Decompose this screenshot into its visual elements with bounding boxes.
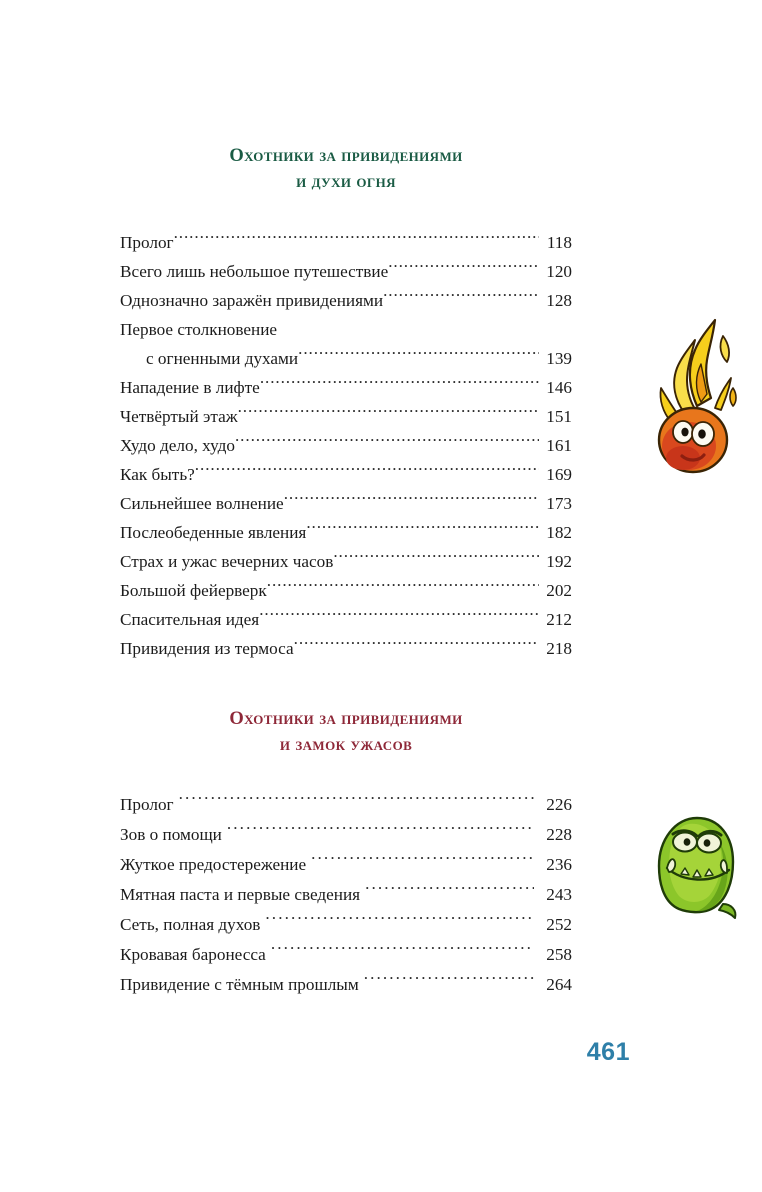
section-heading-fire: [120, 143, 572, 195]
toc-dot-leader: [260, 376, 539, 393]
toc-entry[interactable]: [120, 431, 572, 460]
toc-dot-leader: [311, 853, 534, 870]
toc-entry-page: 169: [546, 465, 572, 484]
toc-entry-page: 192: [546, 552, 572, 571]
page-number: 461: [586, 1038, 630, 1066]
toc-entry-page: 264: [546, 975, 572, 994]
toc-list-fire: [120, 228, 572, 663]
toc-dot-leader: [235, 434, 539, 451]
toc-entry[interactable]: [120, 460, 572, 489]
toc-dot-leader: [227, 823, 534, 840]
toc-entry[interactable]: [120, 286, 572, 315]
toc-entry-page: 173: [546, 494, 572, 513]
toc-entry[interactable]: [120, 850, 572, 880]
toc-dot-leader: [179, 793, 534, 810]
toc-dot-leader: [238, 405, 539, 422]
toc-entry-page: 161: [546, 436, 572, 455]
toc-entry-page: 128: [546, 291, 572, 310]
toc-entry-page: 212: [546, 610, 572, 629]
toc-entry-page: 236: [546, 855, 572, 874]
toc-dot-leader: [265, 913, 534, 930]
toc-entry-title: Первое столкновение: [120, 320, 278, 339]
toc-entry-title: Сеть, полная духов: [120, 915, 261, 934]
section-heading-fire-line2: и духи огня: [296, 172, 396, 192]
toc-entry-page: 218: [546, 639, 572, 658]
toc-entry-title: Страх и ужас вечерних часов: [120, 552, 334, 571]
toc-dot-leader: [271, 943, 534, 960]
toc-entry[interactable]: [120, 820, 572, 850]
toc-entry[interactable]: [120, 315, 572, 373]
toc-entry-title: Как быть?: [120, 465, 195, 484]
section-heading-castle-line1: Охотники за привидениями: [229, 709, 463, 729]
section-heading-castle-line2: и замок ужасов: [279, 735, 413, 755]
section-heading-castle: [120, 706, 572, 758]
toc-dot-leader: [306, 521, 539, 538]
toc-entry-title: Кровавая баронесса: [120, 945, 266, 964]
toc-entry-page: 252: [546, 915, 572, 934]
toc-entry-title: Послеобеденные явления: [120, 523, 307, 542]
toc-entry-page: 120: [546, 262, 572, 281]
toc-dot-leader: [388, 260, 539, 277]
green-ghost-illustration: [645, 812, 755, 927]
toc-dot-leader: [259, 608, 539, 625]
toc-entry-title: Большой фейерверк: [120, 581, 267, 600]
toc-entry[interactable]: [120, 634, 572, 663]
toc-dot-leader: [383, 289, 539, 306]
toc-entry[interactable]: [120, 547, 572, 576]
toc-entry-page: 202: [546, 581, 572, 600]
toc-entry-page: 139: [546, 349, 572, 368]
toc-entry-title: Худо дело, худо: [120, 436, 235, 455]
toc-entry-page: 151: [546, 407, 572, 426]
toc-entry[interactable]: [120, 518, 572, 547]
toc-dot-leader: [333, 550, 539, 567]
toc-entry-title: Привидение с тёмным прошлым: [120, 975, 359, 994]
toc-entry-page: 258: [546, 945, 572, 964]
toc-entry-title: Всего лишь небольшое путешествие: [120, 262, 389, 281]
toc-dot-leader: [294, 637, 539, 654]
toc-entry-title: Зов о помощи: [120, 825, 222, 844]
toc-entry[interactable]: [120, 880, 572, 910]
section-heading-fire-line1: Охотники за привидениями: [229, 146, 463, 166]
toc-entry-page: 243: [546, 885, 572, 904]
toc-entry-title: Нападение в лифте: [120, 378, 260, 397]
toc-entry-title: Однозначно заражён привидениями: [120, 291, 384, 310]
toc-dot-leader: [365, 883, 534, 900]
toc-dot-leader: [364, 973, 534, 990]
toc-entry-title: Жуткое предостережение: [120, 855, 307, 874]
toc-entry[interactable]: [120, 576, 572, 605]
toc-entry[interactable]: [120, 940, 572, 970]
toc-entry[interactable]: [120, 910, 572, 940]
toc-entry-title: Мятная паста и первые сведения: [120, 885, 361, 904]
toc-entry-page: 228: [546, 825, 572, 844]
toc-entry[interactable]: [120, 228, 572, 257]
toc-entry-title-continuation: [120, 344, 572, 373]
toc-entry-page: 118: [546, 233, 572, 252]
toc-entry[interactable]: [120, 489, 572, 518]
toc-entry[interactable]: [120, 605, 572, 634]
toc-entry[interactable]: [120, 402, 572, 431]
toc-entry[interactable]: [120, 373, 572, 402]
toc-entry-title: Четвёртый этаж: [120, 407, 238, 426]
toc-entry-title-line2: с огненными духами: [146, 349, 299, 368]
toc-entry[interactable]: [120, 257, 572, 286]
toc-entry-title: Сильнейшее волнение: [120, 494, 284, 513]
toc-dot-leader: [174, 231, 539, 248]
toc-dot-leader: [195, 463, 539, 480]
toc-dot-leader: [298, 347, 539, 364]
toc-entry-page: 146: [546, 378, 572, 397]
toc-entry-title: Привидения из термоса: [120, 639, 294, 658]
toc-entry[interactable]: [120, 970, 572, 1000]
toc-list-castle: [120, 790, 572, 1000]
toc-dot-leader: [284, 492, 539, 509]
toc-entry-page: 182: [546, 523, 572, 542]
fire-spirit-illustration: [645, 310, 750, 480]
toc-entry-page: 226: [546, 795, 572, 814]
toc-dot-leader: [267, 579, 539, 596]
toc-entry-title: Пролог: [120, 795, 174, 814]
toc-entry[interactable]: [120, 790, 572, 820]
toc-entry-title: Спасительная идея: [120, 610, 260, 629]
toc-entry-title: Пролог: [120, 233, 174, 252]
